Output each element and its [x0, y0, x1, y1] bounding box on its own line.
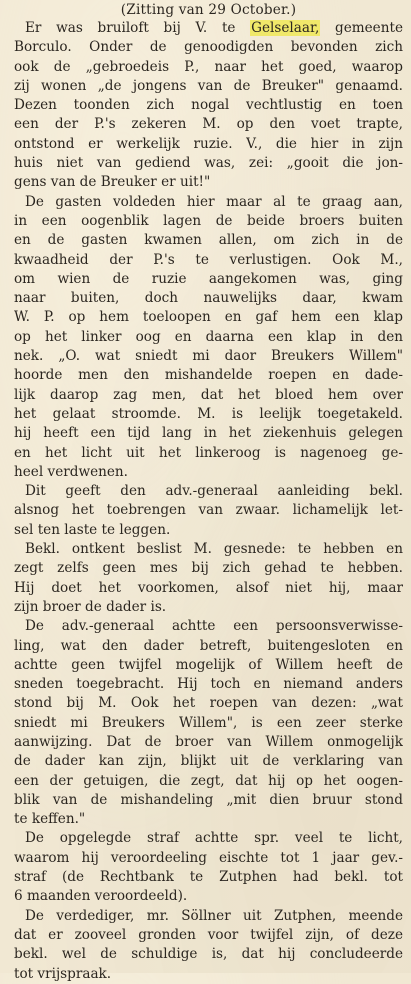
text-line: De verdediger, mr. Söllner uit Zutphen, meende — [25, 907, 403, 924]
text-line: op het linker oog en daarna een klap in den — [14, 328, 403, 345]
text-line: dat er zooveel gronden voor twijfel zijn, of deze — [14, 926, 403, 943]
text-line: in een oogenblik lagen de beide broers buiten — [14, 212, 403, 229]
text-line: gens van de Breuker er uit!" — [14, 174, 211, 191]
text-line: hoorde men den mishandelde roepen en dade- — [14, 367, 403, 384]
text-line: De gasten voldeden hier maar al te graag aan, — [25, 193, 403, 210]
paragraph-denial — [14, 540, 403, 617]
text-line: 6 maanden veroordeeld). — [14, 888, 188, 905]
text-line: De opgelegde straf achtte spr. veel te licht, — [25, 830, 403, 847]
text-line: zijn broer de dader is. — [14, 598, 167, 615]
text-line: alsnog het toebrengen van zwaar. lichamelijk let- — [14, 502, 403, 519]
text-line: Er was bruiloft bij V. te Gelselaar, gemeente — [25, 20, 403, 36]
text-line: en het licht uit het linkeroog is nagenoeg ge- — [14, 444, 403, 461]
text-line: zegt zelfs geen mes bij zich gehad te hebben. — [14, 560, 403, 577]
text-line: en de gasten kwamen allen, om zich in de — [14, 232, 403, 249]
text-line: achtte geen twijfel mogelijk of Willem heeft de — [14, 656, 403, 673]
text-line: heel verdwenen. — [14, 463, 128, 480]
paragraph-indictment — [14, 482, 403, 540]
text-line: ontstond er werkelijk ruzie. V., die hier in zijn — [14, 135, 403, 152]
text-line: W. P. op hem toeloopen en gaf hem een klap — [14, 309, 403, 326]
text-line: aanwijzing. Dat de broer van Willem onmogelijk — [14, 733, 403, 750]
text-line: een der getuigen, die zegt, dat hij op het oogen- — [14, 772, 403, 789]
text-line: lijk daarop zag men, dat het bloed hem over — [14, 386, 403, 403]
text-line: sneden toegebracht. Hij toch en niemand anders — [14, 676, 403, 693]
paragraph-advocate-general — [14, 617, 403, 829]
text-line: Hij doet het voorkomen, alsof niet hij, maar — [14, 579, 403, 596]
article-body — [14, 19, 403, 984]
text-line: bekl. wel de schuldige is, dat hij concludeerde — [14, 946, 403, 963]
text-line: De adv.-generaal achtte een persoonsverwisse- — [25, 618, 403, 635]
text-line: om wien de ruzie aangekomen was, ging — [14, 270, 403, 287]
text-line: stond bij M. Ook het roepen van dezen: „wat — [14, 695, 403, 712]
text-line: zij wonen „de jongens van de Breuker" genaamd. — [14, 77, 403, 94]
text-line: straf (de Rechtbank te Zutphen had bekl. tot — [14, 869, 403, 886]
text-line: naar buiten, doch nauwelijks daar, kwam — [14, 290, 403, 307]
highlighted-search-term: Gelselaar, — [251, 20, 320, 36]
text-line: het gelaat stroomde. M. is leelijk toegetakeld. — [14, 405, 403, 422]
text-line: hij heeft een tijd lang in het ziekenhuis gelegen — [14, 425, 403, 442]
text-line: ook de „gebroedeis P., naar het goed, waarop — [14, 58, 403, 75]
text-line: Bekl. ontkent beslist M. gesnede: te hebben en — [25, 541, 403, 558]
text-line: Dit geeft den adv.-generaal aanleiding bekl. — [25, 483, 403, 500]
text-line: tot vrijspraak. — [14, 965, 112, 982]
text-line: blik van de mishandeling „mit dien bruur stond — [14, 791, 403, 808]
text-line: Borculo. Onder de genoodigden bevonden zich — [14, 39, 403, 56]
text-line: nek. „O. wat sniedt mi daor Breukers Willem" — [14, 348, 403, 365]
paragraph-sentence — [14, 829, 403, 906]
text-line: te keffen." — [14, 811, 86, 828]
text-line: sniedt mi Breukers Willem", is een zeer sterke — [14, 714, 403, 731]
text-line: ling, wat den dader betreft, buitengesloten en — [14, 637, 403, 654]
text-line: kwaadheid der P.'s te verlustigen. Ook M., — [14, 251, 403, 268]
text-line: huis niet van gediend was, zei: „gooit die jon- — [14, 155, 403, 172]
text-line: sel ten laste te leggen. — [14, 521, 171, 538]
text-line: Dezen toonden zich nogal vechtlustig en toen — [14, 97, 403, 114]
text-line: waarom hij veroordeeling eischte tot 1 jaar gev.- — [14, 849, 403, 866]
text-line: de dader kan zijn, blijkt uit de verklaring van — [14, 753, 403, 770]
session-date-header: (Zitting van 29 October.) — [120, 2, 297, 18]
paragraph-defence — [14, 907, 403, 984]
paragraph-fight-outside — [14, 193, 403, 482]
paragraph-brawl — [14, 19, 403, 193]
text-line: een der P.'s zekeren M. op den voet trapte, — [14, 116, 403, 133]
